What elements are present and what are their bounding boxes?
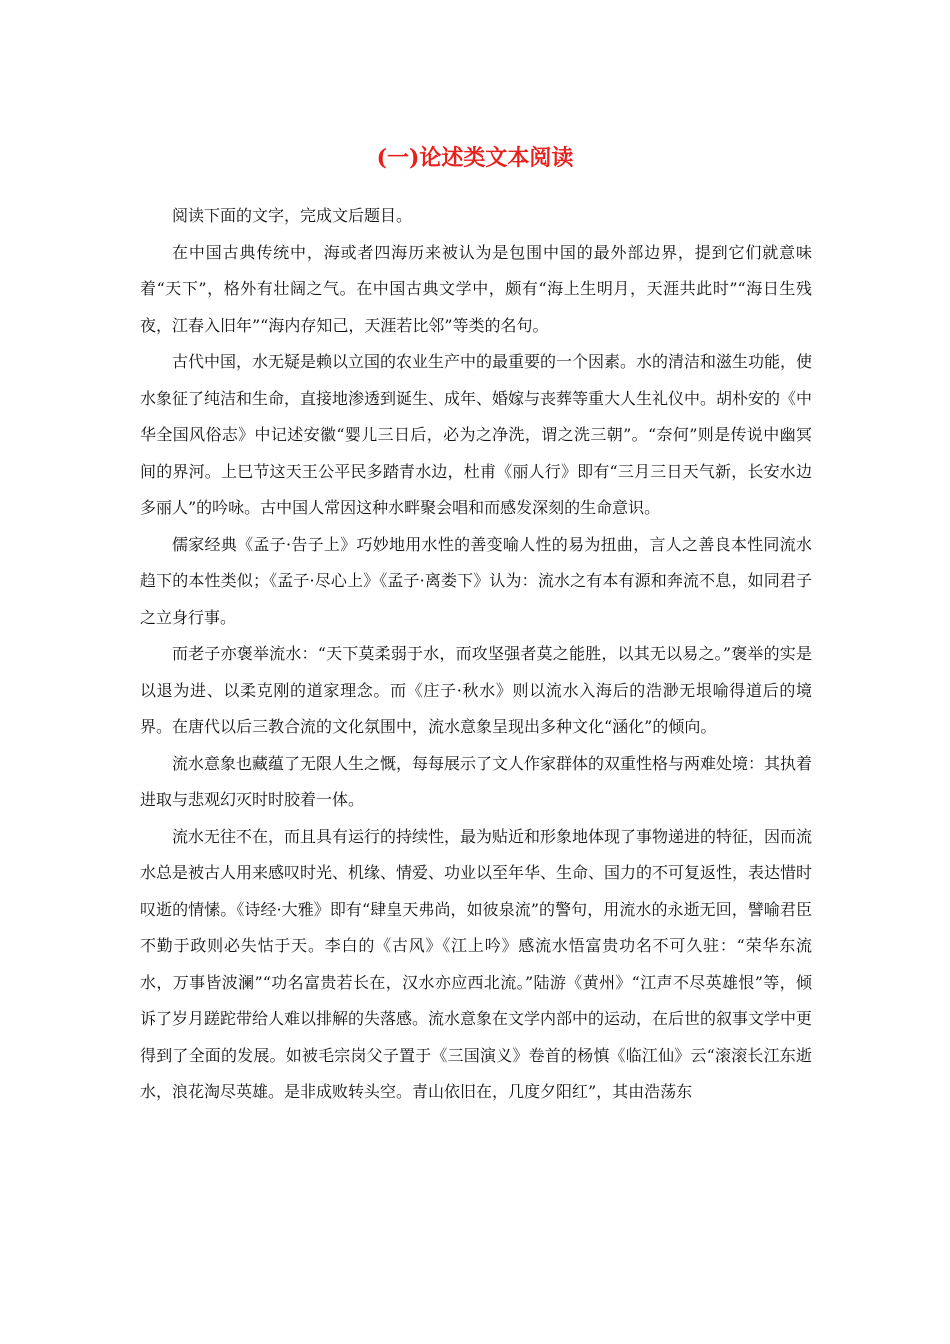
article-body xyxy=(140,198,812,1111)
paragraph: 古代中国，水无疑是赖以立国的农业生产中的最重要的一个因素。水的清洁和滋生功能，使水象征了纯洁和生命，直接地渗透到诞生、成年、婚嫁与丧葬等重大人生礼仪中。胡朴安的《中华全国风俗志》中记述安徽“婴儿三日后，必为之净洗，谓之洗三朝”。“奈何”则是传说中幽冥间的界河。上巳节这天王公平民多踏青水边，杜甫《丽人行》即有“三月三日天气新，长安水边多丽人”的吟咏。古中国人常因这种水畔聚会唱和而感发深刻的生命意识。 xyxy=(140,352,813,517)
paragraph: 在中国古典传统中，海或者四海历来被认为是包围中国的最外部边界，提到它们就意味着“天下”，格外有壮阔之气。在中国古典文学中，颇有“海上生明月，天涯共此时”“海日生残夜，江春入旧年”“海内存知己，天涯若比邻”等类的名句。 xyxy=(140,242,812,335)
section-title: (一)论述类文本阅读 xyxy=(376,145,574,171)
paragraph-instruction: 阅读下面的文字，完成文后题目。 xyxy=(172,206,413,225)
paragraph: 而老子亦褒举流水：“天下莫柔弱于水，而攻坚强者莫之能胜，以其无以易之。”褒举的实是以退为进、以柔克刚的道家理念。而《庄子·秋水》则以流水入海后的浩渺无垠喻得道后的境界。在唐代以后三教合流的文化氛围中，流水意象呈现出多种文化“涵化”的倾向。 xyxy=(140,644,812,736)
paragraph: 流水无往不在，而且具有运行的持续性，最为贴近和形象地体现了事物递进的特征，因而流水总是被古人用来感叹时光、机缘、情爱、功业以至年华、生命、国力的不可复返性，表达惜时叹逝的情愫。《诗经·大雅》即有“肆皇天弗尚，如彼泉流”的警句，用流水的永逝无回，譬喻君臣不勤于政则必失怙于天。李白的《古风》《江上吟》感流水悟富贵功名不可久驻：“荣华东流水，万事皆波澜”“功名富贵若长在，汉水亦应西北流。”陆游《黄州》“江声不尽英雄恨”等，倾诉了岁月蹉跎带给人难以排解的失落感。流水意象在文学内部中的运动，在后世的叙事文学中更得到了全面的发展。如被毛宗岗父子置于《三国演义》卷首的杨慎《临江仙》云“滚滚长江东逝水，浪花淘尽英雄。是非成败转头空。青山依旧在，几度夕阳红”，其由浩荡东 xyxy=(140,826,813,1101)
paragraph: 流水意象也藏蕴了无限人生之慨，每每展示了文人作家群体的双重性格与两难处境：其执着进取与悲观幻灭时时胶着一体。 xyxy=(140,753,813,809)
paragraph: 儒家经典《孟子·告子上》巧妙地用水性的善变喻人性的易为扭曲，言人之善良本性同流水趋下的本性类似；《孟子·尽心上》《孟子·离娄下》认为：流水之有本有源和奔流不息，如同君子之立身行事。 xyxy=(140,534,812,627)
